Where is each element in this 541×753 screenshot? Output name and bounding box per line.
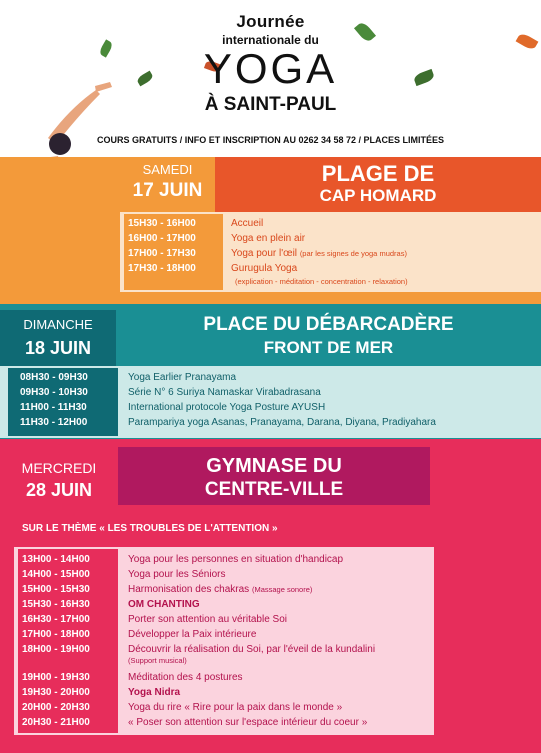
row-activity-text: Yoga pour l'œil bbox=[231, 248, 298, 259]
row-note: (Support musical) bbox=[128, 656, 187, 665]
row-activity-text: Yoga pour les Séniors bbox=[128, 569, 226, 580]
title-journee: Journée bbox=[236, 12, 305, 31]
row-activity bbox=[128, 628, 256, 642]
row-activity-text: Yoga pour les personnes en situation d'handicap bbox=[128, 554, 344, 565]
section1-place-line1: PLAGE DE bbox=[321, 161, 435, 186]
section3-place-line2: CENTRE-VILLE bbox=[204, 479, 344, 500]
row-activity bbox=[128, 671, 243, 685]
section1-day: SAMEDI bbox=[142, 162, 193, 177]
section2-day: DIMANCHE bbox=[23, 317, 93, 332]
row-activity: Yoga Earlier Pranayama bbox=[128, 372, 237, 383]
row-time: 19H30 - 20H00 bbox=[22, 687, 90, 698]
section3-place-line1: GYMNASE DU bbox=[206, 455, 342, 477]
row-time: 14H00 - 15H00 bbox=[22, 569, 90, 580]
section1-place-line2: CAP HOMARD bbox=[319, 186, 437, 205]
row-activity: Gurugula Yoga bbox=[231, 263, 298, 274]
section1-date: 17 JUIN bbox=[132, 180, 203, 201]
row-activity bbox=[128, 701, 342, 715]
row-time: 15H30 - 16H30 bbox=[22, 599, 90, 610]
section2-place-line1: PLACE DU DÉBARCADÈRE bbox=[203, 314, 454, 335]
section2-date: 18 JUIN bbox=[24, 338, 92, 358]
row-time: 08H30 - 09H30 bbox=[20, 372, 88, 383]
row-activity bbox=[128, 598, 200, 612]
section3-day: MERCREDI bbox=[21, 460, 97, 476]
row-activity-text: « Poser son attention sur l'espace intérieur du coeur » bbox=[128, 717, 368, 728]
row-activity bbox=[128, 643, 375, 657]
row-time: 18H00 - 19H00 bbox=[22, 644, 90, 655]
row-note: (par les signes de yoga mudras) bbox=[299, 249, 407, 258]
row-activity: Accueil bbox=[231, 218, 264, 229]
row-activity bbox=[128, 583, 312, 597]
section2-place-line2: FRONT DE MER bbox=[263, 338, 394, 357]
row-activity-text: Yoga Nidra bbox=[128, 687, 181, 698]
row-activity bbox=[128, 568, 225, 582]
title-location: À SAINT-PAUL bbox=[204, 94, 337, 115]
row-activity-text: Yoga du rire « Rire pour la paix dans le monde » bbox=[128, 702, 343, 713]
row-time: 13H00 - 14H00 bbox=[22, 554, 90, 565]
row-activity-text: OM CHANTING bbox=[128, 599, 200, 610]
row-time: 20H30 - 21H00 bbox=[22, 717, 90, 728]
row-time: 20H00 - 20H30 bbox=[22, 702, 90, 713]
row-time: 09H30 - 10H30 bbox=[20, 387, 88, 398]
title-internationale: internationale du bbox=[222, 33, 319, 47]
row-activity bbox=[231, 247, 407, 261]
row-activity-text: Harmonisation des chakras bbox=[128, 584, 250, 595]
row-activity: International protocole Yoga Posture AYUSH bbox=[128, 402, 326, 413]
row-note: (Massage sonore) bbox=[251, 585, 313, 594]
row-time: 16H00 - 17H00 bbox=[128, 233, 196, 244]
row-activity bbox=[128, 553, 343, 567]
row-time: 17H00 - 18H00 bbox=[22, 629, 90, 640]
section3-date: 28 JUIN bbox=[25, 480, 93, 500]
row-time: 15H30 - 16H00 bbox=[128, 218, 196, 229]
section1-row-note: (explication - méditation - concentration - relaxation) bbox=[235, 277, 408, 286]
row-time: 17H00 - 17H30 bbox=[128, 248, 196, 259]
row-time: 17H30 - 18H00 bbox=[128, 263, 196, 274]
row-activity-text: Développer la Paix intérieure bbox=[128, 629, 257, 640]
row-activity: Série N° 6 Suriya Namaskar Virabadrasana bbox=[128, 387, 321, 398]
title-yoga: YOGA bbox=[203, 45, 338, 92]
row-activity-text: Porter son attention au véritable Soi bbox=[128, 614, 287, 625]
row-activity: Parampariya yoga Asanas, Pranayama, Darana, Diyana, Pradiyahara bbox=[128, 417, 436, 428]
section3-theme: SUR LE THÈME « LES TROUBLES DE L'ATTENTION » bbox=[22, 523, 278, 534]
row-activity: Yoga en plein air bbox=[231, 233, 306, 244]
row-activity-text: Découvrir la réalisation du Soi, par l'éveil de la kundalini bbox=[128, 644, 376, 655]
row-activity bbox=[128, 613, 287, 627]
row-time: 16H30 - 17H00 bbox=[22, 614, 90, 625]
row-activity-text: Méditation des 4 postures bbox=[128, 672, 243, 683]
row-time: 11H00 - 11H30 bbox=[20, 402, 87, 413]
row-time: 19H00 - 19H30 bbox=[22, 672, 90, 683]
row-time: 11H30 - 12H00 bbox=[20, 417, 88, 428]
row-time: 15H00 - 15H30 bbox=[22, 584, 90, 595]
row-activity bbox=[128, 686, 180, 700]
info-line: COURS GRATUITS / INFO ET INSCRIPTION AU 0262 34 58 72 / PLACES LIMITÉES bbox=[96, 135, 445, 145]
row-activity bbox=[128, 716, 367, 730]
